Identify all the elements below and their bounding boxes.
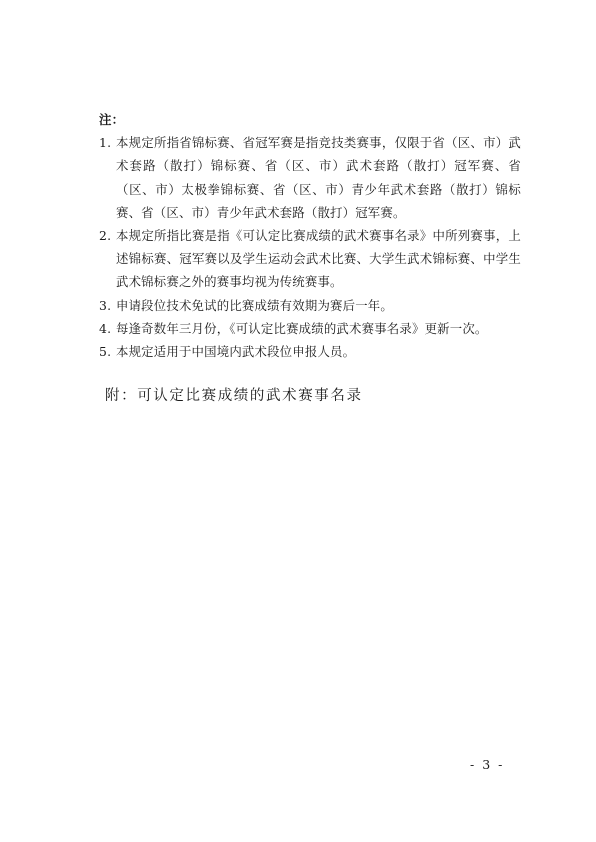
page-number: - 3 - <box>470 757 505 772</box>
note-item-1 <box>99 131 521 224</box>
appendix-heading: 附：可认定比赛成绩的武术赛事名录 <box>105 388 363 404</box>
notes-title: 注： <box>99 112 125 127</box>
note-text: 申请段位技术免试的比赛成绩有效期为赛后一年。 <box>116 297 393 313</box>
note-number: 1. <box>99 135 112 151</box>
note-number: 5. <box>99 344 112 360</box>
note-item-3 <box>99 294 521 317</box>
note-text: 本规定所指比赛是指《可认定比赛成绩的武术赛事名录》中所列赛事，上述锦标赛、冠军赛以及学生运动会武术比赛、大学生武术锦标赛、中学生武术锦标赛之外的赛事均视为传统赛事。 <box>116 228 521 290</box>
note-text: 本规定适用于中国境内武术段位申报人员。 <box>116 344 356 360</box>
note-text: 本规定所指省锦标赛、省冠军赛是指竞技类赛事，仅限于省（区、市）武术套路（散打）锦标赛、省（区、市）武术套路（散打）冠军赛、省（区、市）太极拳锦标赛、省（区、市）青少年武术套路（散打）锦标赛、省（区、市）青少年武术套路（散打）冠军赛。 <box>116 135 521 220</box>
notes-section <box>99 108 521 363</box>
note-number: 3. <box>99 297 112 313</box>
note-text: 每逢奇数年三月份，《可认定比赛成绩的武术赛事名录》更新一次。 <box>116 320 488 336</box>
note-item-4 <box>99 317 521 340</box>
note-item-2 <box>99 224 521 294</box>
note-number: 4. <box>99 320 112 336</box>
note-number: 2. <box>99 228 112 244</box>
note-item-5 <box>99 340 521 363</box>
